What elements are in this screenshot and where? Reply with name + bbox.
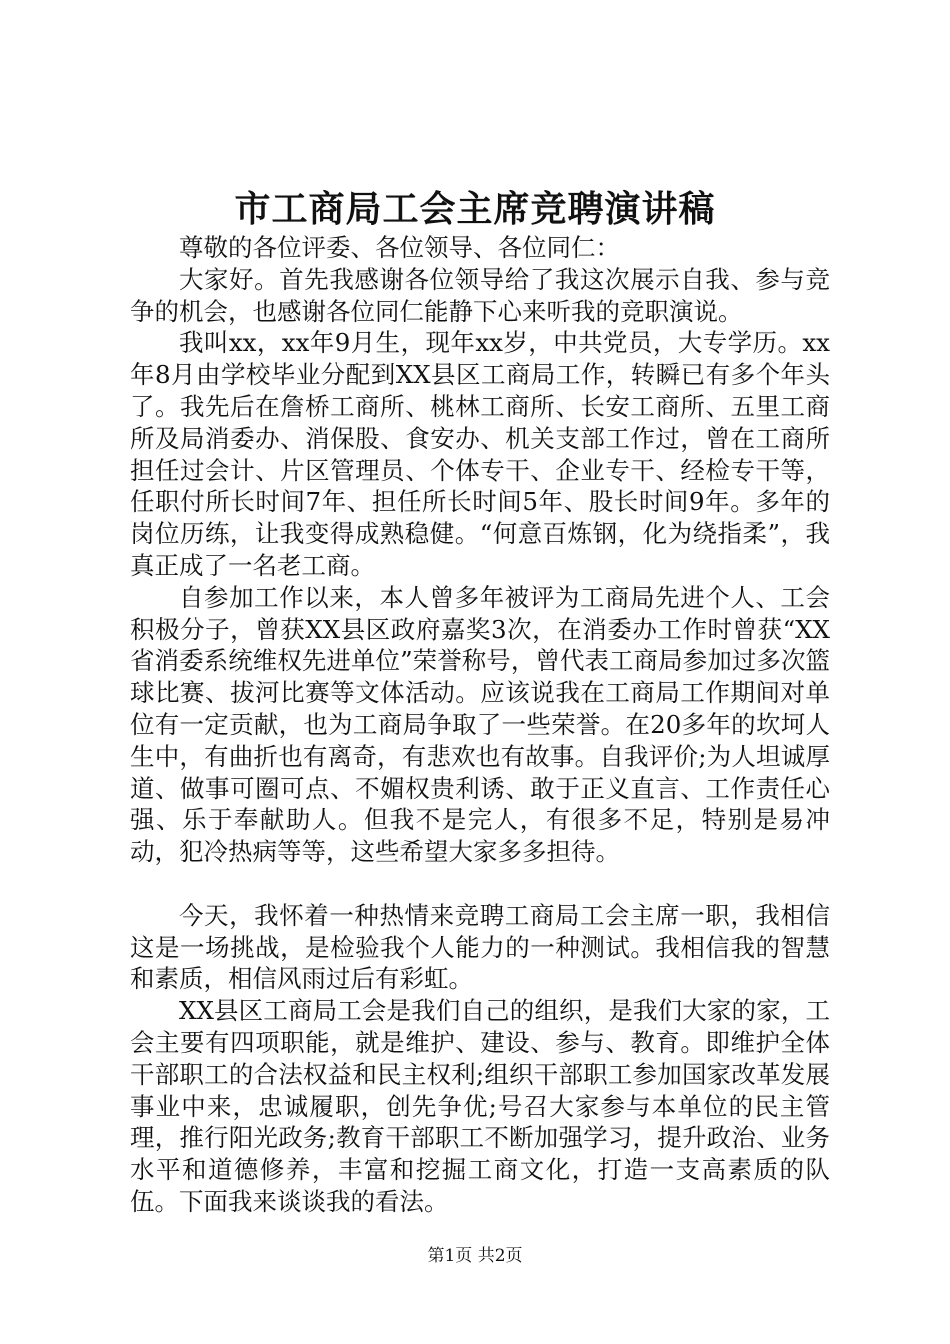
- union-functions-paragraph: XX县区工商局工会是我们自己的组织，是我们大家的家，工会主要有四项职能，就是维护、建设、参与、教育。即维护全体干部职工的合法权益和民主权利;组织干部职工参加国家改革发展事业中来，忠诚履职，创先争优;号召大家参与本单位的民主管理，推行阳光政务;教育干部职工不断加强学习，提升政治、业务水平和道德修养，丰富和挖掘工商文化，打造一支高素质的队伍。下面我来谈谈我的看法。: [130, 996, 830, 1216]
- background-paragraph: 我叫xx，xx年9月生，现年xx岁，中共党员，大专学历。xx年8月由学校毕业分配到XX县区工商局工作，转瞬已有多个年头了。我先后在詹桥工商所、桃林工商所、长安工商所、五里工商所及局消委办、消保股、食安办、机关支部工作过，曾在工商所担任过会计、片区管理员、个体专干、企业专干、经检专干等，任职付所长时间7年、担任所长时间5年、股长时间9年。多年的岗位历练，让我变得成熟稳健。“何意百炼钢，化为绕指柔”，我真正成了一名老工商。: [130, 328, 830, 580]
- document-title: 市工商局工会主席竞聘演讲稿: [234, 188, 716, 230]
- document-body: [130, 232, 830, 1218]
- page-number-footer: 第1页 共2页: [427, 1246, 523, 1266]
- motivation-paragraph: 今天，我怀着一种热情来竞聘工商局工会主席一职，我相信这是一场挑战，是检验我个人能力的一种测试。我相信我的智慧和素质，相信风雨过后有彩虹。: [130, 900, 830, 994]
- salutation-paragraph: 尊敬的各位评委、各位领导、各位同仁：: [179, 233, 620, 262]
- greeting-paragraph: 大家好。首先我感谢各位领导给了我这次展示自我、参与竞争的机会，也感谢各位同仁能静下心来听我的竞职演说。: [130, 264, 830, 326]
- achievements-paragraph: 自参加工作以来，本人曾多年被评为工商局先进个人、工会积极分子，曾获XX县区政府嘉奖3次，在消委办工作时曾获“XX省消委系统维权先进单位”荣誉称号，曾代表工商局参加过多次篮球比赛、拔河比赛等文体活动。应该说我在工商局工作期间对单位有一定贡献，也为工商局争取了一些荣誉。在20多年的坎坷人生中，有曲折也有离奇，有悲欢也有故事。自我评价;为人坦诚厚道、做事可圈可点、不媚权贵利诱、敢于正义直言、工作责任心强、乐于奉献助人。但我不是完人，有很多不足，特别是易冲动，犯冷热病等等，这些希望大家多多担待。: [130, 582, 830, 867]
